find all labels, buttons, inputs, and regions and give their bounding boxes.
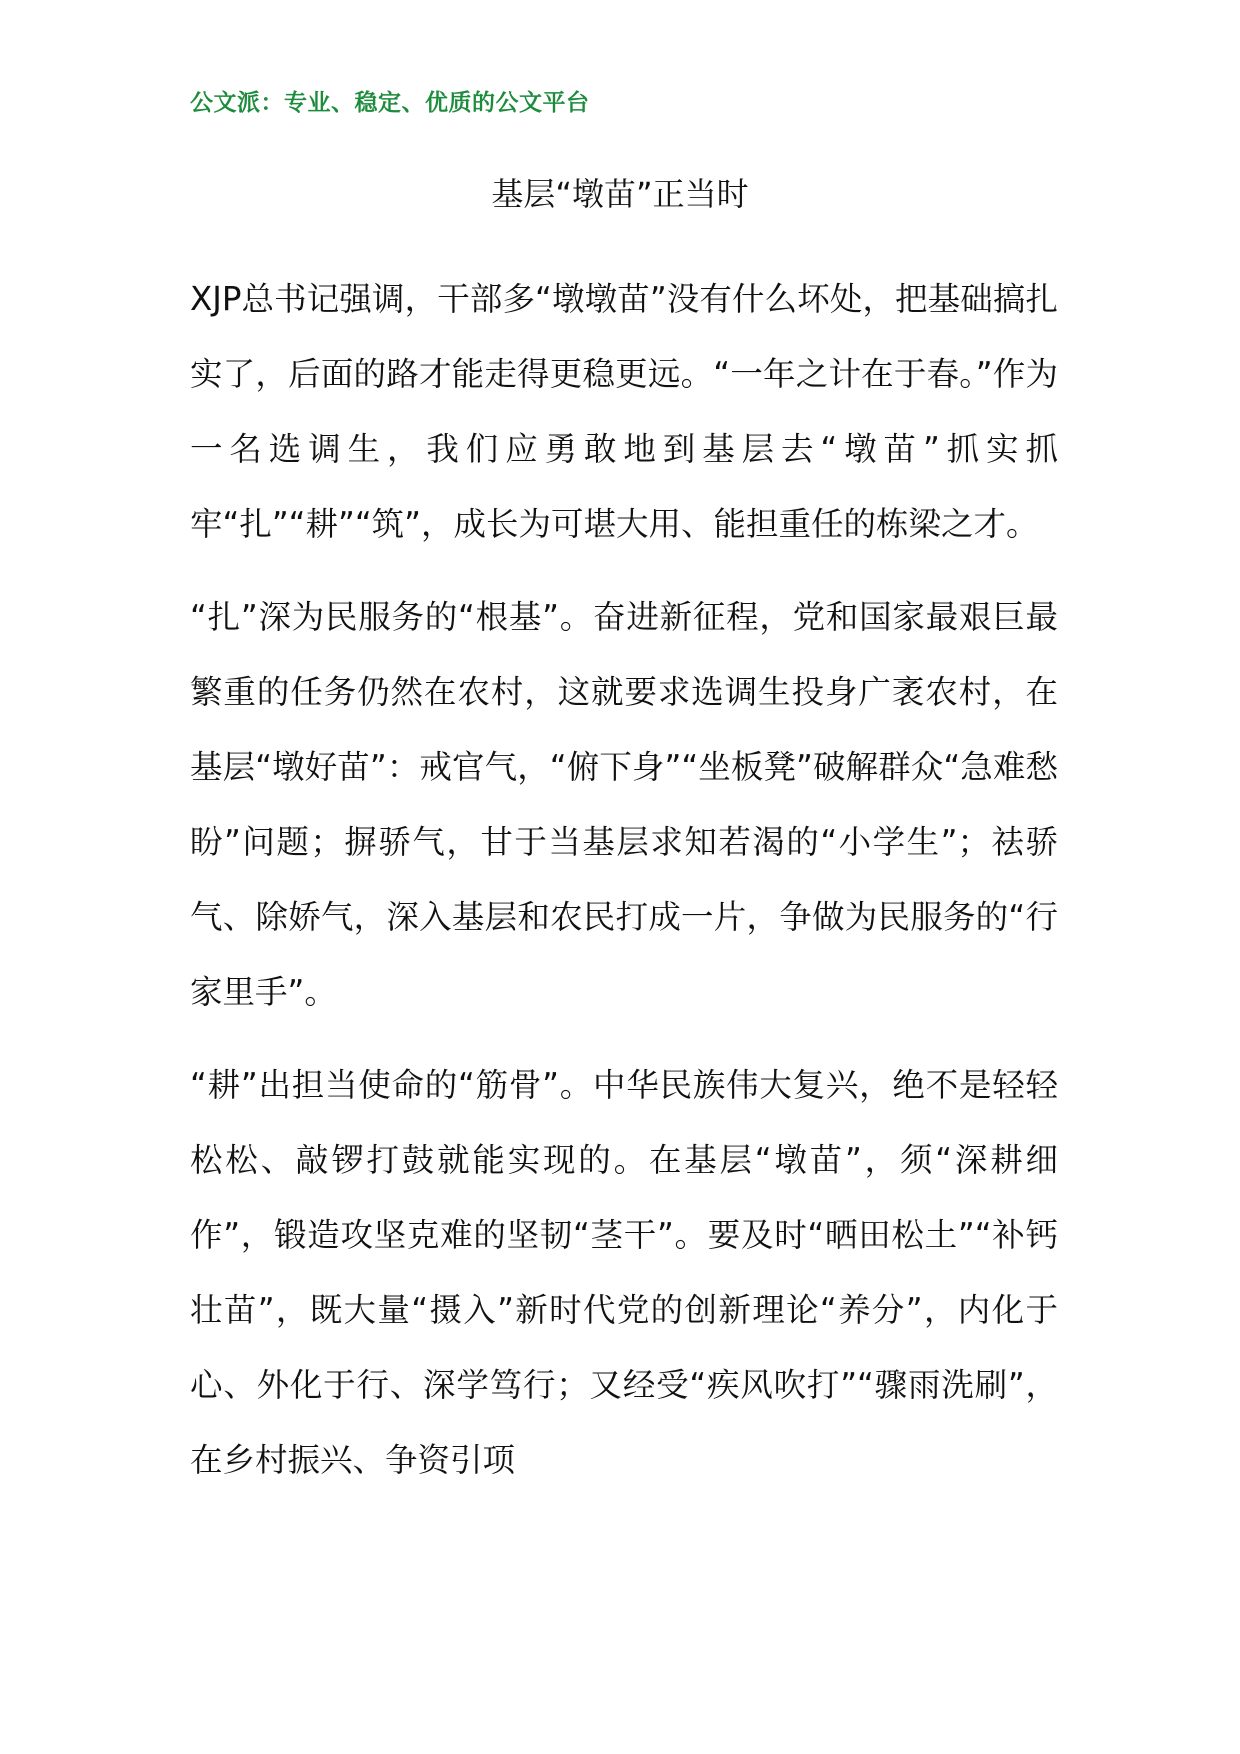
paragraph-geng: “耕”出担当使命的“筋骨”。中华民族伟大复兴，绝不是轻轻松松、敲锣打鼓就能实现的。在基层“墩苗”，须“深耕细作”，锻造攻坚克难的坚韧“茎干”。要及时“晒田松土”“补钙壮苗”，既大量“摄入”新时代党的创新理论“养分”，内化于心、外化于行、深学笃行；又经受“疾风吹打”“骤雨洗刷”，在乡村振兴、争资引项: [190, 1066, 1058, 1479]
document-title: 基层“墩苗”正当时: [491, 175, 749, 213]
document-body: [190, 262, 1058, 1516]
site-banner: 公文派：专业、稳定、优质的公文平台: [190, 89, 590, 116]
paragraph-intro: XJP总书记强调，干部多“墩墩苗”没有什么坏处，把基础搞扎实了，后面的路才能走得更稳更远。“一年之计在于春。”作为一名选调生，我们应勇敢地到基层去“墩苗”抓实抓牢“扎”“耕”“筑”，成长为可堪大用、能担重任的栋梁之才。: [190, 280, 1058, 543]
paragraph-zha: “扎”深为民服务的“根基”。奋进新征程，党和国家最艰巨最繁重的任务仍然在农村，这就要求选调生投身广袤农村，在基层“墩好苗”：戒官气，“俯下身”“坐板凳”破解群众“急难愁盼”问题；摒骄气，甘于当基层求知若渴的“小学生”；祛骄气、除娇气，深入基层和农民打成一片，争做为民服务的“行家里手”。: [190, 598, 1058, 1011]
